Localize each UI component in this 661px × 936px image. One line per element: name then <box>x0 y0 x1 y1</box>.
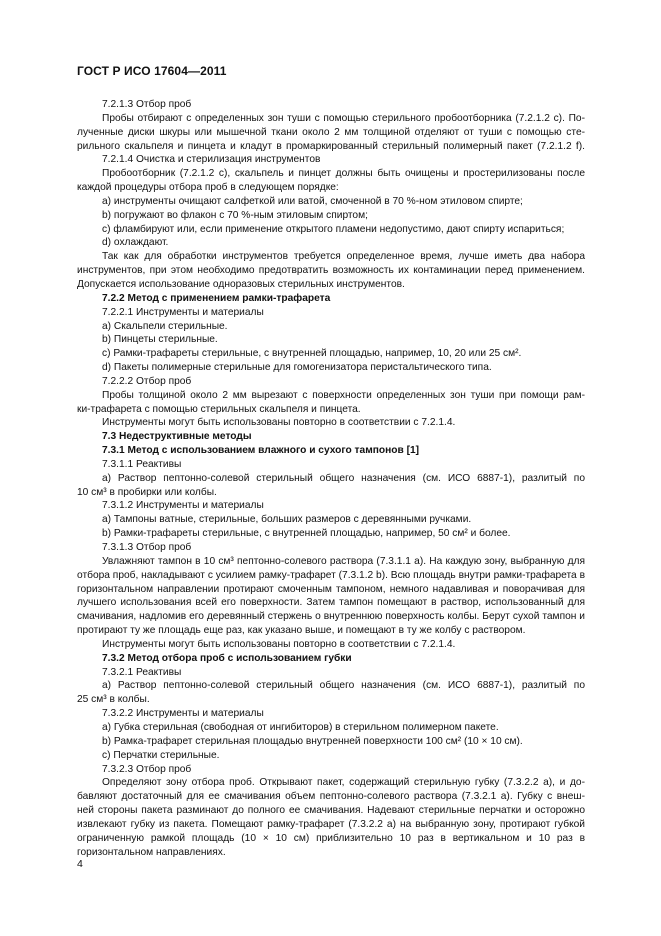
text-line: 7.2.1.4 Очистка и стерилизация инструментов <box>102 154 321 166</box>
text-line: a) инструменты очищают салфеткой или ватой, смоченной в 70 %-ном этиловом спирте; <box>102 195 523 207</box>
text-line: 7.3.2.1 Реактивы <box>102 666 182 678</box>
text-line: 7.2.2.1 Инструменты и материалы <box>102 306 264 318</box>
text-line: отбора проб, накладывают с усилием рамку-трафарет (7.3.1.2 b). Всю площадь внутри рамки-трафарета в <box>77 569 585 581</box>
text-line: d) Пакеты полимерные стерильные для гомогенизатора перистальтического типа. <box>102 362 492 374</box>
text-line: c) фламбируют или, если применение открытого пламени недопустимо, дают спирту испариться; <box>102 223 565 235</box>
text-line: лученные диски шкуры или мышечной ткани около 2 мм толщиной отделяют от туши с помощью сте- <box>77 126 585 138</box>
text-line: 7.3.1.1 Реактивы <box>102 458 182 470</box>
text-line: извлекают губку из пакета. Помещают рамку-трафарет (7.3.2.2 a) на выбранную зону, протирают губкой <box>77 818 585 830</box>
text-line: b) Пинцеты стерильные. <box>102 334 218 346</box>
text-line: бавляют достаточный для ее смачивания объем пептонно-солевого раствора (7.3.2.1 a). Губку с внеш- <box>77 791 585 803</box>
text-line: 7.3.2.2 Инструменты и материалы <box>102 708 264 720</box>
text-line: ней стороны пакета разминают до полного ее смачивания. Надевают стерильные перчатки и осторожно <box>77 805 585 817</box>
text-line: b) погружают во флакон с 70 %-ным этиловым спиртом; <box>102 209 368 221</box>
text-line: a) Губка стерильная (свободная от ингибиторов) в стерильном полимерном пакете. <box>102 721 499 733</box>
text-line: ограниченную рамкой площадь (10 × 10 см) приблизительно 10 раз в вертикальном и 10 раз в <box>77 832 585 844</box>
text-line: ки-трафарета с помощью стерильных скальпеля и пинцета. <box>77 403 361 415</box>
text-line: b) Рамка-трафарет стерильная площадью внутренней поверхности 100 см² (10 × 10 см). <box>102 735 523 747</box>
text-line: Инструменты могут быть использованы повторно в соответствии с 7.2.1.4. <box>102 638 456 650</box>
text-line: 7.2.1.3 Отбор проб <box>102 99 192 110</box>
text-line: Определяют зону отбора проб. Открывают пакет, содержащий стерильную губку (7.3.2.2 a), и до- <box>102 777 585 789</box>
text-line: Инструменты могут быть использованы повторно в соответствии с 7.2.1.4. <box>102 417 456 429</box>
text-line: лучшего использования всей его поверхности. Затем тампон помещают в раствор, использованный для <box>77 597 585 609</box>
text-line: a) Скальпели стерильные. <box>102 320 228 332</box>
text-line: инструментов, при этом необходимо предотвратить возможность их контаминации перед применением. <box>77 265 585 277</box>
text-line: 7.3.1.2 Инструменты и материалы <box>102 500 264 512</box>
section-heading: 7.2.2 Метод с применением рамки-трафарета <box>102 292 331 304</box>
text-line: Увлажняют тампон в 10 см³ пептонно-солевого раствора (7.3.1.1 a). На каждую зону, выбранную для <box>102 555 585 567</box>
text-line: 7.3.2.3 Отбор проб <box>102 763 192 775</box>
text-line: Пробы отбирают с определенных зон туши с помощью стерильного пробоотборника (7.2.1.2 c). По- <box>102 112 585 124</box>
text-line: рильного скальпеля и пинцета и кладут в промаркированный стерильный полимерный пакет (7.2.1.2 f). <box>77 140 585 152</box>
text-line: 10 см³ в пробирки или колбы. <box>77 486 217 498</box>
text-line: горизонтальном направлении протирают смоченным тампоном, немного надавливая и поворачивая для <box>77 583 585 595</box>
section-heading: 7.3.1 Метод с использованием влажного и сухого тампонов [1] <box>102 445 420 457</box>
text-line: горизонтальном направлениях. <box>77 846 226 858</box>
text-line: 25 см³ в колбы. <box>77 694 150 706</box>
text-line: смачивания, надломив его деревянный стержень о внутреннюю поверхность колбы. Берут сухой тампон и <box>77 611 585 623</box>
text-line: Так как для обработки инструментов требуется определенное время, лучше иметь два набора <box>102 251 585 263</box>
section-heading: 7.3.2 Метод отбора проб с использованием губки <box>102 652 352 664</box>
text-line: 7.3.1.3 Отбор проб <box>102 542 192 553</box>
document-body <box>77 98 585 859</box>
text-line: c) Перчатки стерильные. <box>102 749 220 761</box>
text-line: a) Раствор пептонно-солевой стерильный общего назначения (см. ИСО 6887-1), разлитый по <box>102 680 585 692</box>
page-number: 4 <box>77 858 83 870</box>
text-line: b) Рамки-трафареты стерильные, с внутренней площадью, например, 50 см² и более. <box>102 528 511 540</box>
document-header: ГОСТ Р ИСО 17604—2011 <box>77 64 227 78</box>
section-heading: 7.3 Недеструктивные методы <box>102 431 252 443</box>
text-line: 7.2.2.2 Отбор проб <box>102 375 192 387</box>
text-line: d) охлаждают. <box>102 237 169 249</box>
text-line: протирают ту же площадь еще раз, как указано выше, и помещают в ту же колбу с раствором. <box>77 625 526 637</box>
text-line: c) Рамки-трафареты стерильные, с внутренней площадью, например, 10, 20 или 25 см². <box>102 348 522 360</box>
text-line: Допускается использование одноразовых стерильных инструментов. <box>77 278 405 290</box>
text-line: Пробоотборник (7.2.1.2 c), скальпель и пинцет должны быть очищены и простерилизованы после <box>102 168 585 180</box>
text-line: каждой процедуры отбора проб в следующем порядке: <box>77 182 339 194</box>
text-line: a) Тампоны ватные, стерильные, больших размеров с деревянными ручками. <box>102 514 472 526</box>
text-line: Пробы толщиной около 2 мм вырезают с поверхности определенных зон туши при помощи рам- <box>102 389 585 401</box>
text-line: a) Раствор пептонно-солевой стерильный общего назначения (см. ИСО 6887-1), разлитый по <box>102 472 585 484</box>
